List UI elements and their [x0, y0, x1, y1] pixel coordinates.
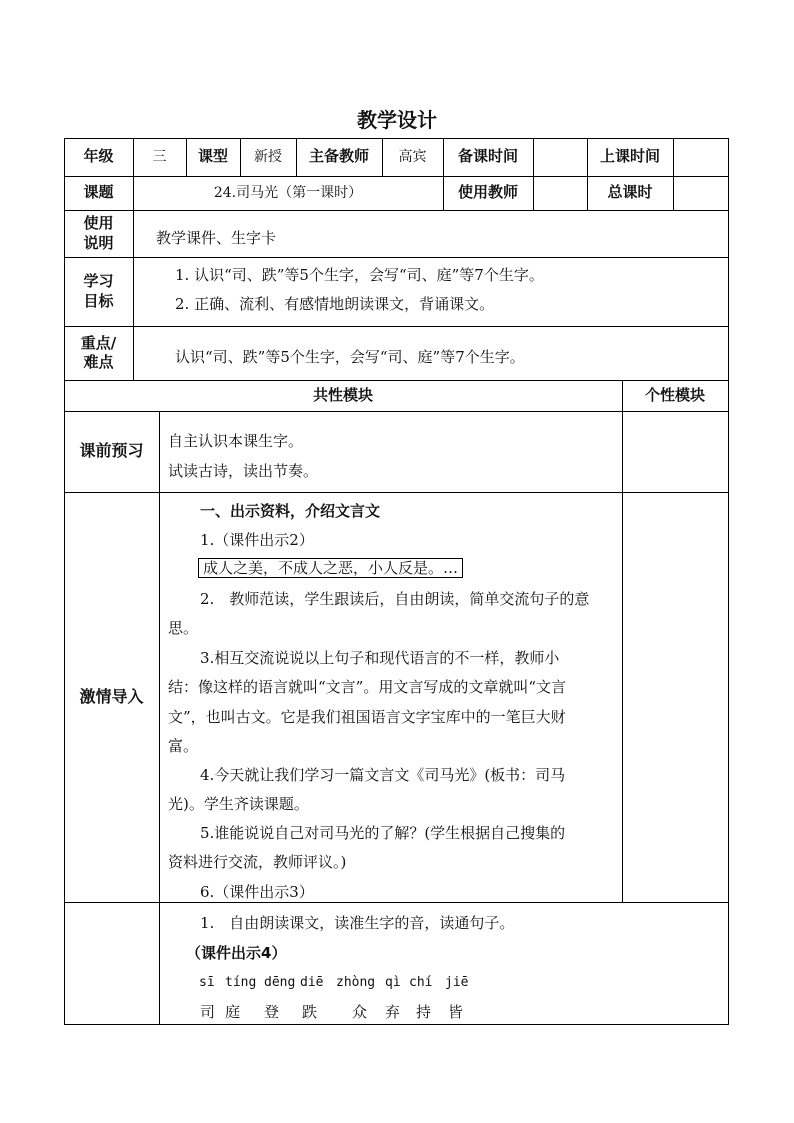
hanzi: 众: [352, 1003, 368, 1021]
key-points-label-line1: 重点/: [80, 333, 117, 352]
goals-label-line2: 目标: [83, 291, 114, 310]
pinyin: chí: [409, 975, 433, 990]
intro-para: 资料进行交流，教师评议。): [168, 853, 347, 871]
intro-para: 结：像这样的语言就叫“文言”。用文言写成的文章就叫“文言: [168, 678, 567, 696]
usage-label-line1: 使用: [83, 214, 114, 232]
prep-time-label: 备课时间: [457, 147, 518, 166]
quote-text: 成人之美，不成人之恶，小人反是。…: [198, 558, 463, 578]
pinyin: tíng: [225, 975, 257, 990]
topic-value: 24.司马光（第一课时）: [213, 184, 363, 201]
reading-courseware: （课件出示4）: [186, 944, 287, 962]
intro-para: 光)。学生齐读课题。: [168, 795, 309, 813]
preview-line: 试读古诗，读出节奏。: [168, 462, 319, 480]
intro-para: 5.谁能说说自己对司马光的了解？(学生根据自己搜集的: [200, 824, 566, 842]
hanzi: 司: [200, 1003, 216, 1021]
grade-label: 年级: [83, 147, 114, 166]
pinyin: diē: [300, 975, 324, 990]
intro-para: 文”，也叫古文。它是我们祖国语言文字宝库中的一笔巨大财: [168, 708, 566, 726]
hanzi: 登: [264, 1003, 280, 1021]
pinyin: jiē: [445, 975, 469, 990]
usage-label: [64, 210, 133, 257]
usage-value: 教学课件、生字卡: [156, 229, 277, 247]
hanzi: 庭: [225, 1003, 241, 1021]
goal-item: 2. 正确、流利、有感情地朗读课文，背诵课文。: [175, 295, 495, 313]
intro-para: 思。: [168, 619, 199, 637]
intro-para: 富。: [168, 737, 199, 755]
reading-step1: 1. 自由朗读课文，读准生字的音，读通句子。: [200, 914, 515, 932]
key-points-label: [64, 326, 133, 380]
prep-time-value[interactable]: [533, 138, 587, 176]
lead-teacher-value: 高宾: [398, 148, 427, 165]
quote-box: [198, 558, 463, 578]
intro-heading: 一、出示资料，介绍文言文: [200, 502, 381, 520]
pinyin: sī: [199, 975, 215, 990]
intro-para: 3.相互交流说说以上句子和现代语言的不一样，教师小: [200, 649, 560, 667]
lead-teacher-label: 主备教师: [308, 147, 369, 166]
class-time-label: 上课时间: [599, 147, 660, 166]
hanzi: 皆: [448, 1003, 464, 1021]
preview-label: 课前预习: [79, 441, 144, 461]
key-points-value: 认识“司、跌”等5个生字，会写“司、庭”等7个生字。: [175, 348, 525, 366]
pinyin: zhòng: [336, 975, 376, 990]
intro-para: 4.今天就让我们学习一篇文言文《司马光》(板书：司马: [200, 766, 566, 784]
intro-label: 激情导入: [79, 686, 144, 706]
key-points-label-line2: 难点: [83, 353, 114, 371]
hanzi: 跌: [302, 1003, 318, 1021]
goals-label: [64, 257, 133, 326]
common-module-header: 共性模块: [312, 385, 373, 404]
intro-step6: 6.（课件出示3）: [200, 883, 314, 901]
goal-item: 1. 认识“司、跌”等5个生字，会写“司、庭”等7个生字。: [175, 266, 544, 284]
intro-step1: 1.（课件出示2）: [200, 531, 314, 549]
preview-line: 自主认识本课生字。: [168, 432, 304, 450]
lesson-type-value: 新授: [254, 148, 282, 165]
hanzi: 弃: [385, 1003, 401, 1021]
total-hours-label: 总课时: [607, 183, 653, 202]
grade-value: 三: [152, 148, 167, 165]
pinyin: dēng: [264, 975, 296, 990]
class-time-value[interactable]: [673, 138, 728, 176]
individual-module-header: 个性模块: [644, 385, 705, 404]
goals-label-line1: 学习: [83, 272, 114, 290]
pinyin: qì: [385, 975, 401, 990]
hanzi: 持: [416, 1003, 432, 1021]
using-teacher-label: 使用教师: [457, 183, 518, 202]
usage-label-line2: 说明: [83, 233, 114, 252]
topic-label: 课题: [83, 183, 114, 202]
intro-para: 2. 教师范读，学生跟读后，自由朗读，简单交流句子的意: [200, 590, 590, 608]
page-title: 教学设计: [357, 108, 437, 132]
lesson-type-label: 课型: [197, 147, 228, 166]
